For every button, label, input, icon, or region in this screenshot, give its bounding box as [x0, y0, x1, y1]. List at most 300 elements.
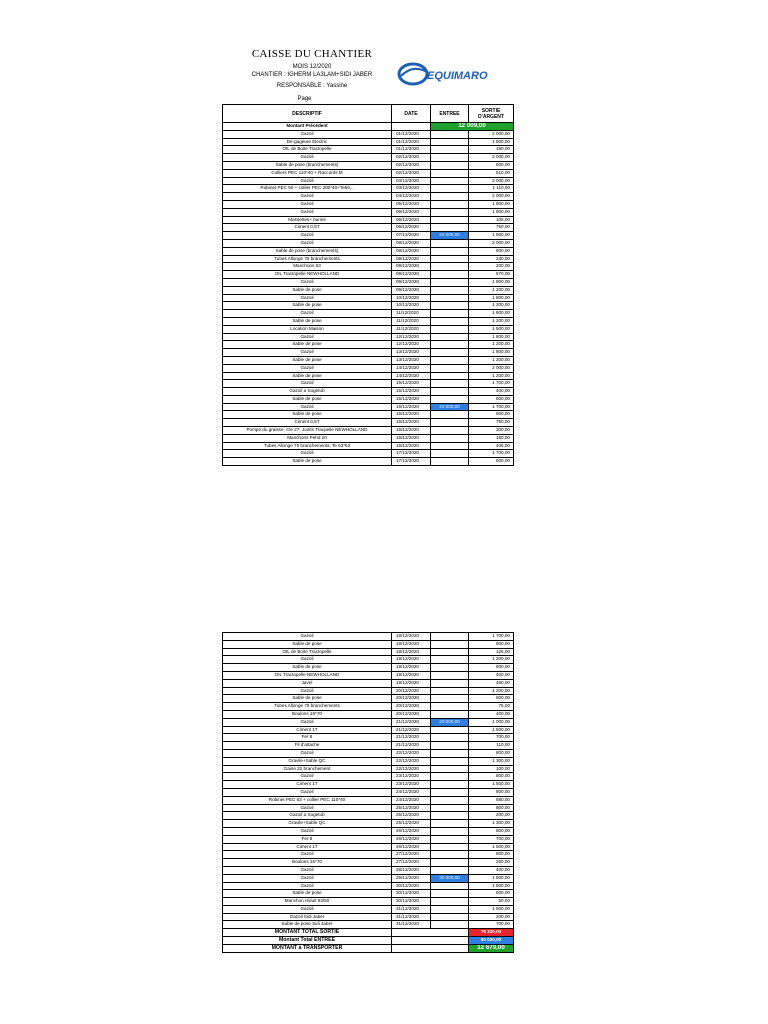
table-row	[223, 294, 514, 302]
row-date: 08/12/2020	[392, 239, 431, 247]
row-descriptif: Gazoil a Sogetub	[223, 388, 392, 396]
row-date: 17/12/2020	[392, 450, 431, 458]
table-row	[223, 804, 514, 812]
row-sortie: 600,00	[469, 695, 514, 703]
row-entree	[431, 247, 469, 255]
row-sortie: 1 500,00	[469, 138, 514, 146]
row-sortie: 1 200,00	[469, 356, 514, 364]
total-entree-value: 90 000,00	[469, 937, 514, 945]
row-sortie: 1 300,00	[469, 820, 514, 828]
row-entree	[431, 325, 469, 333]
table-row	[223, 302, 514, 310]
table-row	[223, 820, 514, 828]
row-entree	[431, 726, 469, 734]
row-date: 06/12/2020	[392, 208, 431, 216]
row-sortie: 1 700,00	[469, 633, 514, 641]
row-descriptif: Gazoil	[223, 349, 392, 357]
row-sortie: 400,00	[469, 866, 514, 874]
row-descriptif: Gazoil	[223, 130, 392, 138]
row-entree	[431, 773, 469, 781]
row-entree	[431, 664, 469, 672]
row-sortie: 400,00	[469, 388, 514, 396]
row-entree	[431, 310, 469, 318]
row-descriptif: Gazoil	[223, 232, 392, 240]
row-sortie: 800,00	[469, 773, 514, 781]
row-sortie: 2 000,00	[469, 239, 514, 247]
table-row	[223, 458, 514, 466]
table-row	[223, 726, 514, 734]
row-date: 01/12/2020	[392, 130, 431, 138]
table-row	[223, 278, 514, 286]
row-entree	[431, 734, 469, 742]
row-descriptif: De-gageure Electric	[223, 138, 392, 146]
row-entree	[431, 687, 469, 695]
row-date: 02/12/2020	[392, 169, 431, 177]
row-sortie: 1 800,00	[469, 349, 514, 357]
row-entree	[431, 224, 469, 232]
row-entree	[431, 765, 469, 773]
row-descriptif: Sable de pose (branchements)	[223, 247, 392, 255]
row-date: 08/12/2020	[392, 247, 431, 255]
row-date: 10/12/2020	[392, 302, 431, 310]
table-row	[223, 349, 514, 357]
row-date: 14/12/2020	[392, 372, 431, 380]
row-descriptif: Gazoil	[223, 294, 392, 302]
row-descriptif: Robinet PEC 63 + collier PEC 110*40	[223, 796, 392, 804]
row-descriptif: Gazoil	[223, 177, 392, 185]
row-sortie: 1 800,00	[469, 310, 514, 318]
row-entree	[431, 648, 469, 656]
row-entree	[431, 749, 469, 757]
table-row	[223, 177, 514, 185]
row-descriptif: OIL de Boite Tractopelle	[223, 648, 392, 656]
row-sortie: 190,00	[469, 146, 514, 154]
table-row	[223, 788, 514, 796]
row-date: 29/12/2020	[392, 874, 431, 882]
entree-highlight: 30 000,00	[431, 875, 468, 882]
row-sortie: 1 200,00	[469, 687, 514, 695]
table-row	[223, 380, 514, 388]
row-sortie: 800,00	[469, 827, 514, 835]
row-sortie: 300,00	[469, 427, 514, 435]
row-entree	[431, 718, 469, 726]
row-sortie: 1 500,00	[469, 781, 514, 789]
row-sortie: 1 500,00	[469, 726, 514, 734]
row-sortie: 2 000,00	[469, 154, 514, 162]
row-sortie: 1 600,00	[469, 208, 514, 216]
row-entree	[431, 442, 469, 450]
row-entree	[431, 827, 469, 835]
table-row	[223, 695, 514, 703]
row-descriptif: Sable de pose	[223, 695, 392, 703]
row-date: 11/12/2020	[392, 317, 431, 325]
row-descriptif: Manchons Pehd 20	[223, 434, 392, 442]
row-sortie: 600,00	[469, 161, 514, 169]
row-sortie: 400,00	[469, 710, 514, 718]
table-row	[223, 773, 514, 781]
row-entree	[431, 395, 469, 403]
row-descriptif: Gazoil	[223, 239, 392, 247]
entree-highlight: 20 000,00	[431, 404, 468, 411]
row-sortie: 2 000,00	[469, 193, 514, 201]
row-descriptif: Sable de pose	[223, 395, 392, 403]
row-entree	[431, 859, 469, 867]
col-header-descriptif: DESCRIPTIF	[223, 105, 392, 123]
row-entree	[431, 796, 469, 804]
row-entree	[431, 200, 469, 208]
row-descriptif: Tubes Allonge 75 branchements, Te 63*63	[223, 442, 392, 450]
row-date: 21/12/2020	[392, 742, 431, 750]
row-sortie: 600,00	[469, 411, 514, 419]
row-date: 11/12/2020	[392, 325, 431, 333]
row-descriptif: Boulons 16*70	[223, 710, 392, 718]
page-label: Page	[297, 96, 312, 102]
row-entree	[431, 898, 469, 906]
table-row	[223, 138, 514, 146]
row-entree	[431, 656, 469, 664]
table-row	[223, 146, 514, 154]
row-entree	[431, 427, 469, 435]
row-sortie: 405,00	[469, 442, 514, 450]
row-entree	[431, 905, 469, 913]
row-descriptif: Gazoil	[223, 718, 392, 726]
row-date: 23/12/2020	[392, 773, 431, 781]
row-sortie: 800,00	[469, 788, 514, 796]
row-date: 15/12/2020	[392, 380, 431, 388]
row-descriptif: Sable de pose	[223, 302, 392, 310]
table-row	[223, 882, 514, 890]
equimaro-logo	[397, 60, 509, 88]
row-entree	[431, 271, 469, 279]
row-descriptif: Gazoil	[223, 154, 392, 162]
row-entree	[431, 695, 469, 703]
row-descriptif: Javel	[223, 679, 392, 687]
col-header-entree: ENTREE	[431, 105, 469, 123]
table-row	[223, 757, 514, 765]
row-sortie: 510,00	[469, 169, 514, 177]
row-entree	[431, 640, 469, 648]
row-entree	[431, 757, 469, 765]
row-descriptif: Fer 8	[223, 835, 392, 843]
row-date: 07/12/2020	[392, 232, 431, 240]
row-date: 31/12/2020	[392, 913, 431, 921]
row-descriptif: Ciment 1T	[223, 843, 392, 851]
table-row	[223, 286, 514, 294]
row-descriptif: Gazoil	[223, 633, 392, 641]
row-sortie: 75,00	[469, 703, 514, 711]
row-descriptif: Gazoil	[223, 193, 392, 201]
row-date: 08/12/2020	[392, 271, 431, 279]
table-row	[223, 718, 514, 726]
table-row	[223, 161, 514, 169]
table-row	[223, 905, 514, 913]
row-date: 12/12/2020	[392, 333, 431, 341]
row-sortie: 1 110,00	[469, 185, 514, 193]
row-date: 27/12/2020	[392, 859, 431, 867]
row-entree	[431, 138, 469, 146]
row-entree	[431, 364, 469, 372]
row-descriptif: Sable de pose	[223, 458, 392, 466]
row-date: 08/12/2020	[392, 263, 431, 271]
row-sortie: 50,00	[469, 898, 514, 906]
row-sortie: 200,00	[469, 263, 514, 271]
row-date: 09/12/2020	[392, 278, 431, 286]
row-entree	[431, 372, 469, 380]
row-descriptif: Gazoil Sidi Jaber	[223, 913, 392, 921]
responsable-label: RESPONSABLE : Yassine	[276, 83, 348, 89]
row-entree	[431, 216, 469, 224]
row-date: 19/12/2020	[392, 679, 431, 687]
row-sortie: 110,00	[469, 742, 514, 750]
row-sortie: 700,00	[469, 921, 514, 929]
row-descriptif: Sable de pose	[223, 664, 392, 672]
row-date: 26/12/2020	[392, 827, 431, 835]
row-entree	[431, 208, 469, 216]
row-entree	[431, 679, 469, 687]
row-descriptif: Tubes Allonge 75 branchements	[223, 255, 392, 263]
row-descriptif: Sable de pose	[223, 372, 392, 380]
table-row	[223, 442, 514, 450]
row-sortie: 1 200,00	[469, 341, 514, 349]
row-date: 16/12/2020	[392, 427, 431, 435]
table-row	[223, 356, 514, 364]
row-descriptif: OIL de Boite Tractopelle	[223, 146, 392, 154]
opening-balance-amount: 12 009,00	[431, 123, 514, 131]
row-sortie: 1 200,00	[469, 286, 514, 294]
row-sortie: 700,00	[469, 734, 514, 742]
table-row	[223, 200, 514, 208]
row-entree	[431, 703, 469, 711]
row-entree	[431, 341, 469, 349]
row-sortie: 260,00	[469, 859, 514, 867]
row-date: 18/12/2020	[392, 640, 431, 648]
row-date: 24/12/2020	[392, 796, 431, 804]
table-row	[223, 703, 514, 711]
table-row	[223, 130, 514, 138]
row-sortie: 240,00	[469, 255, 514, 263]
row-date: 01/12/2020	[392, 146, 431, 154]
row-sortie: 800,00	[469, 749, 514, 757]
row-date: 31/12/2020	[392, 905, 431, 913]
table-row	[223, 827, 514, 835]
table-row	[223, 913, 514, 921]
row-sortie: 400,00	[469, 671, 514, 679]
row-date: 04/12/2020	[392, 193, 431, 201]
row-sortie: 700,00	[469, 835, 514, 843]
row-descriptif: OIL Tractopelle NEWHOLLAND	[223, 671, 392, 679]
row-date: 30/12/2020	[392, 890, 431, 898]
row-entree	[431, 193, 469, 201]
col-header-sortie-line1: SORTIE	[481, 107, 501, 114]
table-row	[223, 742, 514, 750]
row-descriptif: Gazoil	[223, 851, 392, 859]
total-entree-label: Montant Total ENTREE	[223, 937, 392, 945]
row-entree	[431, 851, 469, 859]
row-entree	[431, 781, 469, 789]
row-date: 10/12/2020	[392, 294, 431, 302]
row-descriptif: Gazoil	[223, 364, 392, 372]
row-date: 11/12/2020	[392, 310, 431, 318]
row-descriptif: Gazoil	[223, 656, 392, 664]
col-header-sortie-line2: D'ARGENT	[478, 113, 504, 120]
row-descriptif: Gazoil	[223, 333, 392, 341]
logo-text: EQUIMARO	[427, 70, 488, 82]
chantier-label: CHANTIER : IGHERM LA3LAM+SIDI JABER	[251, 72, 373, 78]
row-date: 25/12/2020	[392, 820, 431, 828]
row-descriptif: Massettes+ burins	[223, 216, 392, 224]
row-date: 08/12/2020	[392, 255, 431, 263]
table-row	[223, 812, 514, 820]
table-row	[223, 874, 514, 882]
table-row	[223, 325, 514, 333]
row-descriptif: Gazoil a Sogetub	[223, 812, 392, 820]
row-sortie: 570,00	[469, 271, 514, 279]
row-entree	[431, 177, 469, 185]
row-sortie: 1 200,00	[469, 656, 514, 664]
row-descriptif: Fer 8	[223, 734, 392, 742]
row-date: 22/12/2020	[392, 765, 431, 773]
row-date: 01/12/2020	[392, 138, 431, 146]
row-entree	[431, 710, 469, 718]
table-row	[223, 866, 514, 874]
row-date: 03/12/2020	[392, 185, 431, 193]
row-entree	[431, 185, 469, 193]
row-date: 19/12/2020	[392, 671, 431, 679]
row-sortie: 600,00	[469, 247, 514, 255]
row-date: 22/12/2020	[392, 757, 431, 765]
row-entree	[431, 633, 469, 641]
row-sortie: 1 200,00	[469, 302, 514, 310]
opening-balance-label: Montant Précédent	[223, 123, 392, 131]
row-descriptif: Gazoil	[223, 200, 392, 208]
row-entree	[431, 169, 469, 177]
transport-row	[223, 944, 514, 952]
row-descriptif: Manchon réduit 63/50	[223, 898, 392, 906]
row-descriptif: Gravile+Sable QC	[223, 820, 392, 828]
row-sortie: 150,00	[469, 434, 514, 442]
row-entree	[431, 333, 469, 341]
row-sortie: 2 000,00	[469, 364, 514, 372]
row-descriptif: Gazoil	[223, 749, 392, 757]
row-descriptif: Gazoil	[223, 788, 392, 796]
row-date: 03/12/2020	[392, 177, 431, 185]
table-row	[223, 765, 514, 773]
row-descriptif: Sable de pose (branchements)	[223, 161, 392, 169]
row-entree	[431, 434, 469, 442]
row-sortie: 1 500,00	[469, 882, 514, 890]
table-row	[223, 434, 514, 442]
row-entree	[431, 866, 469, 874]
row-sortie: 200,00	[469, 913, 514, 921]
row-sortie: 750,00	[469, 224, 514, 232]
row-entree	[431, 671, 469, 679]
row-descriptif: Gaine 32 branchement	[223, 765, 392, 773]
row-date: 30/12/2020	[392, 898, 431, 906]
row-entree	[431, 450, 469, 458]
row-date: 16/12/2020	[392, 411, 431, 419]
row-entree	[431, 913, 469, 921]
row-descriptif: Location Maison	[223, 325, 392, 333]
row-date: 21/12/2020	[392, 734, 431, 742]
row-date: 20/12/2020	[392, 687, 431, 695]
table-row	[223, 734, 514, 742]
row-descriptif: OIL Tractopelle NEWHOLLAND	[223, 271, 392, 279]
table-row	[223, 271, 514, 279]
table-row	[223, 656, 514, 664]
row-descriptif: Gazoil	[223, 882, 392, 890]
row-date: 17/12/2020	[392, 458, 431, 466]
row-descriptif: Boulons 16*70	[223, 859, 392, 867]
row-descriptif: Gazoil	[223, 804, 392, 812]
table-row	[223, 395, 514, 403]
row-descriptif: Ciment 1T	[223, 781, 392, 789]
row-descriptif: Colliers PEC 110*40 + Raccords M	[223, 169, 392, 177]
cash-table-page2	[222, 632, 514, 953]
row-date: 24/12/2020	[392, 788, 431, 796]
table-row	[223, 255, 514, 263]
row-entree	[431, 388, 469, 396]
table-row	[223, 193, 514, 201]
row-descriptif: Gazoil	[223, 687, 392, 695]
row-date: 27/12/2020	[392, 851, 431, 859]
total-sortie-label: MONTANT TOTAL SORTIE	[223, 929, 392, 937]
table-row	[223, 710, 514, 718]
table-row	[223, 687, 514, 695]
cash-table-page1	[222, 104, 514, 466]
table-header-row	[223, 105, 514, 123]
row-entree	[431, 146, 469, 154]
row-entree	[431, 239, 469, 247]
col-header-sortie	[469, 105, 514, 123]
row-date: 09/12/2020	[392, 286, 431, 294]
row-entree	[431, 788, 469, 796]
row-entree	[431, 232, 469, 240]
row-entree	[431, 154, 469, 162]
row-descriptif: Ciment 0,5T	[223, 419, 392, 427]
row-date: 12/12/2020	[392, 341, 431, 349]
col-header-date: DATE	[392, 105, 431, 123]
table-row	[223, 154, 514, 162]
row-date: 25/12/2020	[392, 804, 431, 812]
row-sortie: 125,00	[469, 648, 514, 656]
row-sortie: 1 800,00	[469, 278, 514, 286]
row-sortie: 2 000,00	[469, 130, 514, 138]
row-sortie: 1 700,00	[469, 403, 514, 411]
row-date: 14/12/2020	[392, 364, 431, 372]
row-entree	[431, 882, 469, 890]
entree-highlight: 20 000,00	[431, 719, 468, 726]
row-sortie: 2 000,00	[469, 177, 514, 185]
table-row	[223, 263, 514, 271]
row-entree	[431, 403, 469, 411]
row-descriptif: Gazoil	[223, 866, 392, 874]
table-row	[223, 843, 514, 851]
table-row	[223, 781, 514, 789]
row-sortie: 1 600,00	[469, 200, 514, 208]
row-date: 13/12/2020	[392, 356, 431, 364]
table-row	[223, 664, 514, 672]
row-entree	[431, 742, 469, 750]
table-row	[223, 364, 514, 372]
row-descriptif: Gazoil	[223, 403, 392, 411]
row-entree	[431, 302, 469, 310]
row-entree	[431, 130, 469, 138]
row-entree	[431, 843, 469, 851]
row-descriptif: Ciment 0,5T	[223, 224, 392, 232]
row-sortie: 750,00	[469, 419, 514, 427]
table-row	[223, 310, 514, 318]
row-descriptif: Fil d'attache	[223, 742, 392, 750]
